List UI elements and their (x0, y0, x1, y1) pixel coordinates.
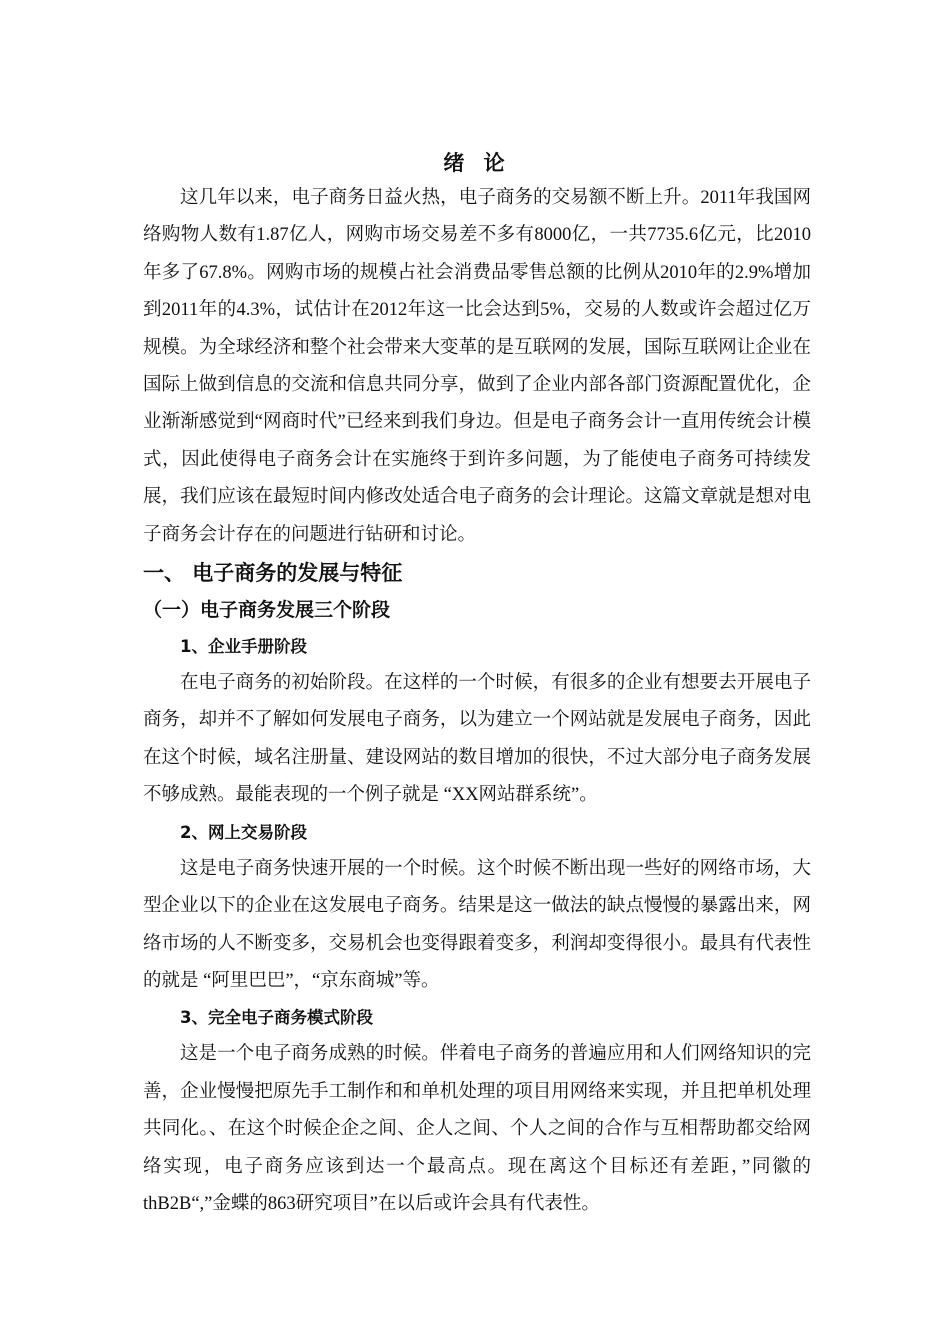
stage-paragraph-1: 在电子商务的初始阶段。在这样的一个时候，有很多的企业有想要去开展电子商务，却并不了解如何发展电子商务，以为建立一个网站就是发展电子商务，因此在这个时候，域名注册量、建设网站的数目增加的很快，不过大部分电子商务发展不够成熟。最能表现的一个例子就是 “XX网站群系统”。 (143, 673, 811, 806)
section-heading-1: 一、 电子商务的发展与特征 (143, 561, 403, 586)
document-title: 绪 论 (443, 151, 511, 175)
stage-heading-1: 1、企业手册阶段 (180, 637, 307, 657)
intro-paragraph: 这几年以来，电子商务日益火热，电子商务的交易额不断上升。2011年我国网络购物人数有1.87亿人，网购市场交易差不多有8000亿，一共7735.6亿元，比2010年多了67.8%。网购市场的规模占社会消费品零售总额的比例从2010年的2.9%增加到2011年的4.3%，试估计在2012年这一比会达到5%，交易的人数或许会超过亿万规模。为全球经济和整个社会带来大变革的是互联网的发展，国际互联网让企业在国际上做到信息的交流和信息共同分享，做到了企业内部各部门资源配置优化，企业渐渐感觉到“网商时代”已经来到我们身边。但是电子商务会计一直用传统会计模式，因此使得电子商务会计在实施终于到许多问题，为了能使电子商务可持续发展，我们应该在最短时间内修改处适合电子商务的会计理论。这篇文章就是想对电子商务会计存在的问题进行钻研和讨论。 (143, 188, 811, 545)
stage-paragraph-3: 这是一个电子商务成熟的时候。伴着电子商务的普遍应用和人们网络知识的完善，企业慢慢把原先手工制作和和单机处理的项目用网络来实现，并且把单机处理共同化。、在这个时候企企之间、企人之间、个人之间的合作与互相帮助都交给网络实现，电子商务应该到达一个最高点。现在离这个目标还有差距，”同徽的thB2B“,”金蝶的863研究项目”在以后或许会具有代表性。 (143, 1044, 811, 1214)
document-page (143, 148, 811, 1223)
stage-paragraph-2: 这是电子商务快速开展的一个时候。这个时候不断出现一些好的网络市场，大型企业以下的企业在这发展电子商务。结果是这一做法的缺点慢慢的暴露出来，网络市场的人不断变多，交易机会也变得跟着变多，利润却变得很小。最具有代表性的就是 “阿里巴巴”，“京东商城”等。 (143, 858, 811, 991)
stage-heading-2: 2、网上交易阶段 (180, 822, 307, 842)
stage-heading-3: 3、完全电子商务模式阶段 (180, 1008, 373, 1028)
subsection-heading-1: （一）电子商务发展三个阶段 (143, 599, 391, 622)
